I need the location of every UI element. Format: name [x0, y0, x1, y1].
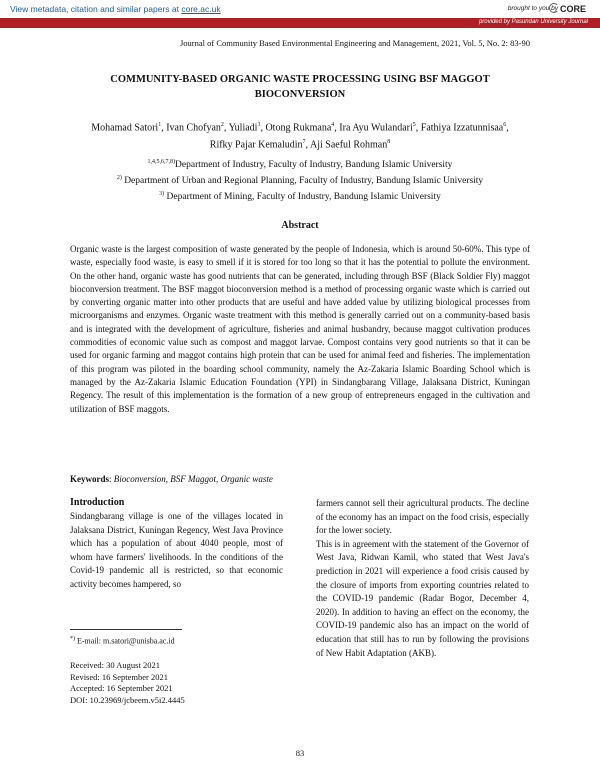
core-logo-icon	[549, 3, 559, 13]
introduction-heading: Introduction	[70, 497, 125, 508]
title-line-1: COMMUNITY-BASED ORGANIC WASTE PROCESSING USING BSF MAGGOT	[110, 74, 490, 85]
left-column	[70, 497, 283, 592]
author-sup: 6	[503, 122, 507, 128]
footnote	[70, 636, 175, 646]
affiliation-sup: 2)	[116, 175, 122, 182]
core-logo-text: CORE	[559, 4, 586, 14]
page-number: 83	[295, 748, 305, 758]
core-metadata-link[interactable]	[10, 4, 221, 14]
author-sup: 8	[387, 139, 391, 146]
journal-header: Journal of Community Based Environmental Engineering and Management, 2021, Vol. 5, No. 2: 83-90	[179, 38, 530, 48]
author-sup: 5	[412, 122, 416, 128]
author-name: Mohamad Satori	[91, 122, 159, 134]
accepted-date: Accepted: 16 September 2021	[70, 683, 173, 693]
author-list	[70, 118, 530, 153]
right-column	[316, 497, 529, 660]
author-name: Ira Ayu Wulandari	[339, 122, 413, 134]
title-line-2: BIOCONVERSION	[254, 89, 346, 100]
received-date: Received: 30 August 2021	[70, 660, 160, 670]
core-link-prefix: View metadata, citation and similar papers at	[10, 4, 182, 14]
article-dates	[70, 660, 185, 706]
author-sup: 2	[220, 122, 224, 128]
footnote-marker: *)	[70, 636, 75, 642]
author-name: Aji Saeful Rohman	[310, 139, 388, 151]
intro-right-paragraph-2: This is in agreement with the statement of the Governor of West Java, Ridwan Kamil, who stated that West Java's prediction in 2021 will experience a food crisis caused by the closure of imports from exporting countries related to the COVID-19 pandemic (Radar Bogor, December 4, 2020). In addition to having an effect on the economy, the COVID-19 pandemic also has an impact on the world of education that still has to run by following the provisions of New Habit Adaptation (AKB).	[316, 538, 529, 658]
revised-date: Revised: 16 September 2021	[70, 671, 168, 682]
keywords-label: Keywords	[70, 474, 109, 484]
doi[interactable]: DOI: 10.23969/jcbeem.v5i2.4445	[70, 694, 185, 705]
core-banner	[0, 0, 600, 18]
footnote-divider	[70, 629, 182, 630]
intro-left-paragraph: Sindangbarang village is one of the villages located in Jalaksana District, Kuningan Regency, West Java Province which has a population of about 4040 people, most of whom have farmers' livelihoods. In the conditions of the Covid-19 pandemic all is restricted, so that economic activity becomes hampered, so	[70, 511, 283, 589]
author-name: Yuliadi	[228, 122, 258, 134]
author-sup: 3	[257, 122, 261, 128]
affiliations	[70, 156, 530, 204]
affiliation-text: Department of Mining, Faculty of Industry, Bandung Islamic University	[166, 192, 441, 203]
affiliation-text: Department of Industry, Faculty of Industry, Bandung Islamic University	[175, 160, 453, 171]
author-name: Ivan Chofyan	[166, 122, 221, 134]
paper-title	[80, 72, 520, 102]
author-line-2: Rifky Pajar Kemaludin$^7$, Aji Saeful Rohman$^8$	[209, 139, 391, 151]
intro-right-paragraph-1: farmers cannot sell their agricultural products. The decline of the economy has an impact on the food crisis, especially for the lower society.	[316, 498, 529, 536]
footnote-email: E-mail: m.satori@unisba.ac.id	[77, 636, 175, 646]
affiliation-sup: 3)	[159, 191, 165, 198]
provided-by-bar	[0, 18, 600, 28]
author-name: Fathiya Izzatunnisaa	[420, 122, 504, 134]
author-name: Otong Rukmana	[265, 122, 332, 134]
affiliation-3	[70, 188, 530, 204]
keywords-values: Bioconversion, BSF Maggot, Organic waste	[113, 474, 273, 484]
author-sup: 7	[302, 139, 306, 146]
core-link-domain[interactable]: core.ac.uk	[181, 4, 221, 14]
author-line-1: Mohamad Satori$^1$, Ivan Chofyan$^2$, Yuliadi$^3$, Otong Rukmana$^4$, Ira Ayu Wulandari$^5$, Fathiya Izzatunnisaa$^6$,	[91, 122, 509, 134]
author-sup: 4	[331, 122, 335, 128]
affiliation-sup: 1,4,5,6,7,8)	[147, 159, 176, 165]
affiliation-2	[70, 172, 530, 188]
abstract-heading: Abstract	[281, 220, 319, 231]
affiliation-1	[70, 156, 530, 172]
brought-to-you-text: brought to you by	[507, 5, 558, 12]
abstract-text: Organic waste is the largest composition of waste generated by the people of Indonesia, which is around 50-60%. This type of waste, especially food waste, is easy to smell if it is stored for too long so that it has the potential to pollute the environment. On the other hand, organic waste has good nutrients that can be generated, including through BSF (Black Soldier Fly) maggot bioconversion treatment. The BSF maggot bioconversion method is a method of processing organic waste which is carried out by converting organic matter into other products that are useful and have added value by utilizing biological processes from microorganisms and enzymes. Organic waste treatment with this method is generally carried out on a community-based basis and is integrated with the development of agriculture, fisheries and animal husbandry, because maggot cultivation produces commodities of economic value such as compost and maggot larvae. Compost contains very good nutrients so that it can be used for organic farming and maggot contains high protein that can be used for animal feed and fisheries. The implementation of this program was piloted in the boarding school community, namely the Az-Zakaria Islamic Boarding School which is managed by the Az-Zakaria Islamic Education Foundation (YPI) in Sindangbarang Village, Jalaksana District, Kuningan Regency. The result of this implementation is the formation of a new group of entrepreneurs engaged in the cultivation and utilization of BSF maggots.	[70, 244, 530, 414]
core-logo[interactable]	[549, 3, 586, 14]
affiliation-text: Department of Urban and Regional Planning, Faculty of Industry, Bandung Islamic University	[124, 176, 484, 187]
author-name: Rifky Pajar Kemaludin	[209, 139, 303, 151]
keywords: Keywords: Bioconversion, BSF Maggot, Organic waste	[70, 474, 273, 484]
author-sup: 1	[158, 122, 162, 128]
provided-by-text: provided by Pasundan University Journal	[478, 19, 588, 25]
